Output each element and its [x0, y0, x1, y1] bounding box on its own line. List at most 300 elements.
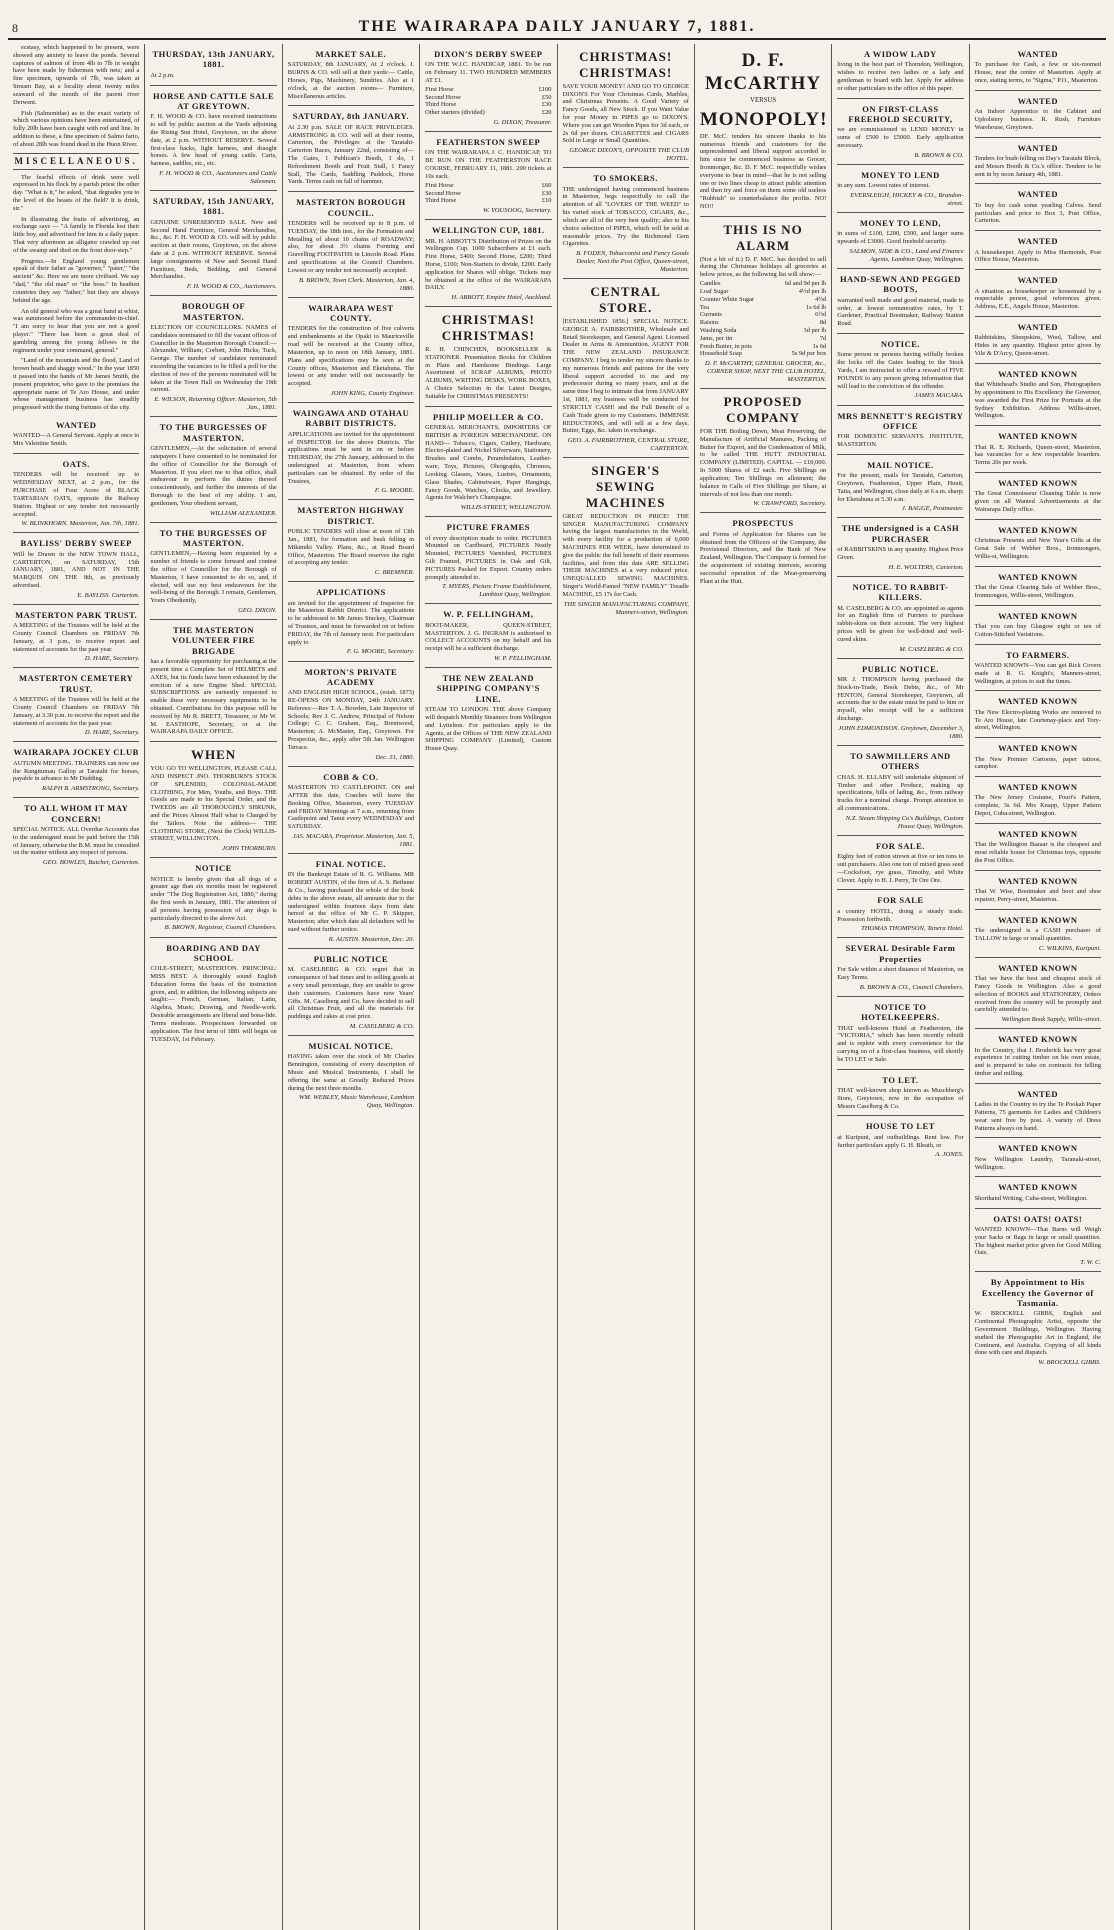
advertisement: [975, 1084, 1101, 1139]
ad-body: a country HOTEL, doing a steady trade. Possession forthwith.: [837, 907, 964, 923]
ad-title: MORTON'S PRIVATE ACADEMY: [304, 666, 398, 687]
advertisement: [975, 910, 1101, 958]
ad-body: in sums of £100, £200, £500, and larger sums upwards of £3000. Good freehold security.: [837, 230, 964, 246]
ad-signature: A. JONES.: [935, 1151, 964, 1159]
ad-title: DIXON'S DERBY SWEEP: [434, 49, 543, 59]
ad-title: SATURDAY, 15th JANUARY, 1881.: [153, 196, 275, 217]
ad-body: STEAM TO LONDON. THE above Company will despatch Monthly Steamers from Wellington and Lyttelton. For particulars apply to the Agents, at the Offices of THE NEW ZEALAND SHIPPING COMPANY (Limited), Custom House Quay.: [425, 706, 552, 753]
advertisement: [837, 1070, 963, 1117]
ad-title: WANTED: [1017, 236, 1058, 247]
advertisement: [837, 997, 963, 1070]
price-row: [425, 197, 551, 205]
ad-body: ON THE WAIRARAPA J. C. HANDICAP, TO BE RUN ON THE FEATHERSTON RACE COURSE, FEBRUARY 11, 1881. 200 tickets at 10s each.: [425, 149, 552, 180]
advertisement: [975, 1138, 1101, 1177]
ad-title: APPLICATIONS: [316, 587, 386, 598]
advertisement: [563, 279, 689, 458]
ad-body: of every description made to order. PICTURES Mounted on Cardboard, PICTURES Neatly Mounted, PICTURES Varnished, PICTURES Gilt Framed, PICTURES in Oak and Gilt, PICTURES Packed for Export. Country orders promptly attended to.: [425, 534, 552, 581]
price-item: First Horse: [425, 181, 454, 189]
ad-body: MR J. THOMPSON having purchased the Stock-in-Trade, Book Debts, &c., of Mr FENTON, General Storekeeper, Greytown, all accounts due to the estate must be paid to him or myself, who receipt will be a sufficient discharge.: [837, 676, 964, 723]
advertisement: [288, 582, 414, 661]
ad-title: THE MASTERTON VOLUNTEER FIRE BRIGADE: [172, 625, 256, 656]
ad-title: WANTED KNOWN: [998, 431, 1078, 442]
ad-body: and Forms of Application for Shares can be obtained from the Officers of the Company, the Provisional Directors, and the Bank of New Zealand, Wellington. The Company is formed for the acquirement of existing interests, securing successful operation of the Meat-preserving Plant at the Hutt.: [699, 530, 827, 585]
ad-body: M. CASELBERG & CO. regret that in consequence of bad times and to selling goods at a very small percentage, they are unable to grow their customers. Customers have now Years' Gifts. M. Caselberg and Co. have decided to sell all Christmas Fruit, and all the materials for puddings and cakes at cost price.: [287, 966, 415, 1021]
ad-title: MONEY TO LEND,: [859, 218, 942, 229]
ad-title: MRS BENNETT'S REGISTRY OFFICE: [837, 410, 964, 431]
ad-signature: W. BLINKHORN. Masterton, Jan. 7th, 1881.: [21, 520, 140, 528]
ad-body: In the Country, that J. Broderick has very great experience in cutting timber on his own estate, and is prepared to take on contracts for felling timber and milling.: [974, 1046, 1101, 1077]
ad-body: The Great Connoisseur Cleaning Table is now given on all Wanted Advertisements at the Wairarapa Daily office.: [974, 490, 1101, 513]
ad-title: WANTED: [56, 420, 97, 431]
ad-signature: N.Z. Steam Shipping Co's Buildings, Custom House Quay, Wellington.: [845, 814, 964, 830]
advertisement: [150, 296, 276, 417]
ad-body: Eighty feet of cotton strewn at five or ten tons to suit purchasers. Also one ton of mixed grass seed—Cocksfoot, rye grass, Timothy, and White Clover. Apply to H. J. Perry, Te Ore Ore.: [837, 853, 964, 884]
advertisement: [837, 44, 963, 99]
ad-body: YOU GO TO WELLINGTON, PLEASE CALL AND INSPECT JNO. THORBURN'S STOCK OF SPLENDID, COLONIAL-MADE CLOTHING, For Men, Youths, and Boys. THE Goods are made to his Special Order, and the TWEEDS are all THOROUGHLY SHRUNK, and the Prices Almost Half what is Charged by the Tailors. Note the address— THE CLOTHING STORE, (Next the Clock) WILLIS-STREET, WELLINGTON.: [150, 765, 277, 843]
advertisement: [150, 523, 276, 620]
ad-body: (Not a bit of it.) D. F. McC. has decided to sell during the Christmas holidays all groceries at below prices, as the following list will show:—: [699, 255, 827, 279]
ad-title: WANTED KNOWN: [998, 962, 1078, 973]
ad-signature: GEO. BOWLES, Butcher, Carterton.: [42, 859, 140, 867]
ad-signature: F. H. WOOD & CO., Auctioneers.: [186, 283, 277, 291]
ad-title: TO ALL WHOM IT MAY CONCERN!: [24, 803, 129, 824]
price-value: £50: [541, 93, 552, 101]
advertisement: [837, 269, 963, 334]
ad-body: [ESTABLISHED 1856.] SPECIAL NOTICE. GEORGE A. FAIRBROTHER, Wholesale and Retail Storekeeper, and General Agent. Licensed Dealer in Arms & Ammunition. AGENT FOR THE NEW ZEALAND INSURANCE COMPANY. I beg to tender my sincere thanks to my numerous friends and patrons for the very liberal support accorded to me and my predecessor during so many years, and at the same time I beg to intimate that from JANUARY 1st, 1881, my business will be conducted for STRICTLY CASH! and the Full Benefit of a Cash Trade given to my Customers. IMMENSE REDUCTIONS, and will sell at a few days. Butter, Eggs, &c. taken in exchange.: [562, 317, 689, 435]
ad-signature: B. BROWN, Registrar, Council Chambers.: [164, 924, 277, 932]
ad-title: MONEY TO LEND: [861, 169, 940, 180]
ad-title: WANTED KNOWN: [998, 1143, 1078, 1154]
ad-body: That the Great Clearing Sale of Webber Bros., Ironmongers, Willis-street, Wellington.: [974, 583, 1101, 599]
ad-body: The undersigned is a CASH purchaser of TALLOW in large or small quantities.: [974, 927, 1101, 942]
ad-body: THAT well-known Hotel at Featherston, the "VICTORIA," which has been recently rebuilt and is replete with every convenience for the carrying on of a first-class business, will shortly be TO LET or Sale.: [837, 1024, 964, 1063]
advertisement: [425, 604, 551, 668]
advertisement: [288, 192, 414, 297]
ad-body: A MEETING of the Trustees will be held at the County Council Chambers on FRIDAY 7th January, at 3 p.m., to receive report and statement of accounts for the past year.: [13, 622, 140, 653]
advertisement: [975, 645, 1101, 692]
price-item: Loaf Sugar: [699, 287, 729, 295]
advertisement: [13, 415, 139, 454]
ad-title: WAIRARAPA WEST COUNTY.: [308, 302, 394, 324]
price-row: [425, 190, 551, 198]
column-2: [145, 44, 282, 1930]
ad-title: BOARDING AND DAY SCHOOL: [166, 942, 261, 963]
advertisement: [837, 518, 963, 576]
ad-title: WANTED: [1017, 142, 1058, 153]
ad-signature: WILLIS-STREET, WELLINGTON.: [460, 504, 552, 512]
advertisement: [700, 513, 826, 590]
price-row: [700, 311, 826, 319]
price-row: [700, 288, 826, 296]
ad-signature: JAS. MACARA, Proprietor. Masterton, Jan. 5, 1881.: [292, 833, 415, 849]
ad-body: That W. Wise, Bootmaker and boot and shoe repairer, Perry-street, Masterton.: [974, 888, 1101, 903]
ad-body: AND ENGLISH HIGH SCHOOL, (estab. 1873) RE-OPENS ON MONDAY, 24th JANUARY. Referees:—Rev T. A. Bowden, Late Inspector of Schools; Rev J. C. Andrew, Principal of Nelson College; C. C. Graham, Esq., Brentwood, Masterton; A. McMaster, Esq., Greytown. For Prospectus, &c., apply after 5th Jan. Wellington Terrace.: [287, 689, 415, 751]
article-paragraph: Fish (Salmonidae) as to the exact variety of which various opinions have been entertained, of fully 20lb have been caught with rod and line. In addition to these, a fine specimen of Salmo fario, of about 28lb was found dead in the Huon River.: [13, 109, 140, 148]
advertisement: [288, 500, 414, 582]
advertisement: [288, 106, 414, 192]
ad-body: New Wellington Laundry, Taranaki-street, Wellington.: [974, 1155, 1101, 1171]
advertisements: [837, 44, 963, 1163]
article-paragraph: ecstasy, which happened to be present, were showed any anxiety to leave the ponds. Several captures of salmon of from 4lb to 7lb in weight have been made by fishermen with nets; and a fine specimen, upwards of 7lb, was taken at Stream Bay, at a locality about twenty miles seaward of the mouth of the parent river Derwent.: [13, 44, 140, 106]
advertisement: [975, 606, 1101, 645]
price-item: Fresh Butter, in pots: [699, 342, 752, 350]
ad-signature: JAMES MACARA.: [914, 392, 964, 400]
ad-body: WANTED—A General Servant. Apply at once to Mrs Valentine Smith.: [13, 432, 140, 448]
ad-body: APPLICATIONS are invited for the appointment of INSPECTOR for the above Districts. The applications must be sent in on or before THURSDAY, the 27th January, addressed to the undersigned at Masterton, from whom particulars can be obtained. By order of the Trustees,: [287, 430, 415, 485]
ad-title: MASTERTON PARK TRUST.: [15, 609, 138, 620]
ad-title: WANTED KNOWN: [998, 610, 1078, 621]
advertisement: [975, 91, 1101, 138]
price-item: Washing Soda: [699, 326, 737, 334]
advertisement: [150, 858, 276, 937]
advertisement: [975, 1029, 1101, 1084]
ad-signature: GEO. A. FAIRBROTHER, CENTRAL STORE, CARTERTON.: [567, 437, 689, 453]
ad-body: TENDERS will be received up to WEDNESDAY NEXT, at 2 p.m., for the PURCHASE of Four Acres of BLACK TARTARIAN OATS, opposite the Railway Station. Highest or any tender not necessarily accepted.: [13, 471, 140, 518]
price-value: 4½d per lb: [798, 287, 827, 295]
ad-title: TO LET.: [882, 1074, 919, 1085]
ad-signature: W. BROCKELL GIBBS.: [1038, 1359, 1101, 1367]
ad-signature: F. G. MOORE.: [374, 487, 415, 495]
ad-title: FEATHERSTON SWEEP: [436, 137, 541, 148]
ad-signature: F. G. MOORE, Secretary.: [346, 648, 415, 656]
ad-body: AUTUMN MEETING. TRAINERS can now use the Rangitumau Gallop at Taratahi for horses, payable in advance to Mr Dudding.: [13, 759, 140, 783]
ad-signature: J. BAGGE, Postmaster.: [901, 505, 964, 513]
ad-signature: D. F. McCARTHY, GENERAL GROCER, &c., CORNER SHOP, NEXT THE CLUB HOTEL, MASTERTON.: [704, 360, 827, 384]
advertisement: [425, 44, 551, 132]
ad-body: Shorthand Writing, Cuba-street, Wellington.: [974, 1194, 1088, 1202]
ad-body: FOR THE Boiling Down, Meat Preserving, the Manufacture of Artificial Manures, Packing of Butter for Export, and the Condensation of Milk, to be called THE HUTT INDUSTRIAL COMPANY (LIMITED). CAPITAL — £10,000. In 5000 Shares of £2 each. Five Shillings on application; Ten Shillings on allotment; the balance in Calls of Five Shillings per Share, at intervals of not less than one month.: [699, 428, 827, 498]
ad-title: THIS IS NO ALARM: [723, 221, 803, 253]
column-8: [970, 44, 1106, 1930]
advertisement: [288, 662, 414, 767]
ad-body: ON THE W.J.C. HANDICAP, 1881. To be run on February 11. TWO HUNDRED MEMBERS AT £1.: [425, 61, 552, 84]
advertisement: [288, 1036, 414, 1114]
ad-title: WANTED KNOWN: [998, 875, 1078, 886]
price-value: 7d: [819, 334, 827, 342]
price-item: Counter White Sugar: [699, 295, 755, 303]
ad-body: The New Jersey Costume, Pouri's Pattern, complete, 3s 6d. Mrs Knapp, Upper Pattern Depot, Cuba-street, Wellington.: [974, 794, 1101, 818]
price-value: 3d per lb: [803, 326, 827, 334]
ad-title: THE NEW ZEALAND SHIPPING COMPANY'S LINE.: [436, 673, 540, 704]
ad-signature: D. HARE, Secretary.: [84, 729, 140, 737]
ad-body: THAT well-known shop known as Muschberg's Store, Greytown, now in the occupation of Messrs Caselberg & Co.: [837, 1086, 964, 1110]
price-value: 5s 9d per box: [791, 350, 827, 358]
ad-signature: EVERSLEIGH, HICKEY & CO., Brandon-street.: [850, 191, 964, 207]
advertisement: [150, 417, 276, 522]
ad-title: WANTED KNOWN: [998, 368, 1078, 379]
advertisement: [700, 389, 826, 513]
ad-body: The New Electro-plating Works are removed to Te Aro House, late Courtenay-place and Tory-street, Wellington.: [974, 708, 1101, 732]
ad-body: MR. H. ABBOTT'S Distribution of Prizes on the Wellington Cup. 1000 Subscribers at £1 each. First Horse, £400; Second Horse, £200; Third Horse, £100; Non-Starters to divide, £200. Early application for Shares will oblige. Tickets may be obtained at the office of the WAIRARAPA DAILY.: [425, 237, 552, 292]
advertisement: [975, 738, 1101, 777]
ad-title: NOTICE.: [880, 339, 921, 350]
ad-body: SATURDAY, 8th JANUARY, At 2 o'clock. J. BURNS & CO. will sell at their yards:— Cattle, Horses, Pigs, Machinery, Sundries. Also at 1 o'clock, at the auction rooms— Furniture, Miscellaneous articles.: [287, 61, 415, 100]
ad-body: has a favorable opportunity for purchasing at the present time a Complete Set of HELMETS and AXES, but its funds have been exhausted by the erection of a new Engine Shed. SPECIAL SUBSCRIPTIONS are earnestly requested to enable these very necessary equipments to be obtained. Contributions for this purpose will be received by Mr R. BRETT, Treasurer, or Mr W. M. EASTHOPE, Secretary, or at the WAIRARAPA DAILY OFFICE.: [150, 658, 277, 736]
price-item: Household Soap: [699, 350, 742, 358]
ad-signature: WILLIAM ALEXANDER.: [209, 509, 277, 517]
ad-body: THE undersigned having commenced business in Masterton, begs respectfully to call the attention of all "LOVERS OF THE WEED" to his varied stock of TOBACCO, CIGARS, &c., which are all of the very best quality; also to his choice selection of PIPES, which will be sold at reasonable prices. Try the Richmond Gem Cigarettes.: [562, 185, 689, 248]
ad-title: CHRISTMAS! CHRISTMAS!: [579, 49, 673, 80]
ad-subtitle: VERSUS: [750, 97, 777, 105]
advertisement: [425, 407, 551, 518]
ad-title: D. F. McCARTHY: [705, 50, 822, 95]
price-value: 6d and 9d per lb: [784, 280, 827, 288]
price-item: Second Horse: [425, 93, 461, 101]
advertisement: [425, 668, 551, 758]
ad-title: MASTERTON HIGHWAY DISTRICT.: [297, 505, 405, 526]
ad-title: WANTED KNOWN: [998, 477, 1078, 488]
ad-body: FOR DOMESTIC SERVANTS. INSTITUTE, MASTERTON.: [837, 433, 964, 449]
price-row: [700, 280, 826, 288]
ad-body: in any sum. Lowest rates of interest.: [837, 182, 930, 190]
ad-body: Ladies in the Country to try the Te Pookah Paper Patterns, 75 garments for Ladies and Children's wear sent free by post. A variety of Dress Patterns always on hand.: [974, 1101, 1101, 1132]
ad-title: FINAL NOTICE.: [315, 859, 387, 870]
ad-body: GREAT REDUCTION IN PRICE! THE SINGER MANUFACTURING COMPANY having the largest manufactories in the World, with every facility for a production of 6,000 MACHINES PER WEEK, have determined to give the public the full benefit of their enormous facilities, and from this date ARE SELLING THEIR MACHINES at a very reduced price. UNEQUALLED SEWING MACHINES. Singer's World-Famed "NEW FAMILY" Treadle MACHINE, £5 17s for Cash.: [562, 512, 689, 598]
ad-title: TO SAWMILLERS AND OTHERS: [850, 750, 951, 772]
article-paragraph: An old general who was a great hand at whist, was summoned before the commander-in-chief. "I am sorry to hear that you are not a good player." "There has been a great deal of gambling among the young fellows in the regiment under your command, general.": [13, 307, 140, 354]
advertisement: [700, 44, 826, 217]
advertisement: [975, 231, 1101, 270]
price-value: £100: [538, 85, 552, 93]
ad-signature: F. H. WOOD & CO., Auctioneers and Cattle Salesmen.: [159, 169, 277, 185]
ad-body: To buy for cash some yearling Calves. Send particulars and price to Box 3, Post Office, Carterton.: [974, 201, 1101, 225]
advertisement: [150, 86, 276, 191]
ad-title: WANTED: [1017, 189, 1058, 200]
ad-signature: W. CRAWFORD, Secretary.: [753, 500, 827, 508]
ad-title: WANTED KNOWN: [998, 743, 1078, 754]
ad-title: NOTICE TO HOTELKEEPERS.: [861, 1001, 940, 1023]
ad-signature: M. CASELBERG & CO.: [899, 645, 964, 653]
ad-signature: JOHN KING, County Engineer.: [330, 389, 415, 397]
ad-body: COLE-STREET, MASTERTON. PRINCIPAL: MISS BEST. A thoroughly sound English Education forms the basis of the instruction given, and, in addition, the following subjects are taught:— French, German, Italian, Latin, Algebra, Music, Drawing, and Needle-work. Desirable arrangements are liberal and bona-fide. Terms moderate. Prospectuses forwarded on application. The first term of 1881 will begin on TUESDAY, 1st February.: [150, 965, 277, 1043]
ad-body: SPECIAL NOTICE. ALL Overdue Accounts due to the undersigned must be paid before the 15th of January, otherwise the B.M. must be consulted on the matter without any respect of persons.: [13, 825, 140, 857]
ad-title: W. P. FELLINGHAM,: [443, 609, 534, 620]
ad-body: GENERAL MERCHANTS, IMPORTERS OF BRITISH & FOREIGN MERCHANDISE. ON HAND— Tobacco, Cigars, Cutlery, Hardware, Electro-plated and Nickel Silverware, Stationery, Brushes and Combs, Perambulators, Leather-ware, Toys, Pictures, Oleographs, Chromos, Looking Glasses, Vases, Lustres, Ornaments, Glass Shades, Cabinetware, Paper Hangings, Fancy Goods, Watches, Clocks, and Jewellery. Agents for Walcher's Champagne.: [425, 424, 552, 502]
ad-title: BAYLISS' DERBY SWEEP: [20, 538, 132, 549]
advertisements: [425, 44, 551, 758]
column-6: [695, 44, 832, 1930]
ad-body: living in the best part of Thorndon, Wellington, wishes to receive two ladies or a lady and gentleman to board with her. Apply for address or other particulars to the office of this paper.: [837, 61, 964, 92]
ad-body: are invited for the appointment of Inspector for the Masterton Rabbit District. The applications to be addressed to Mr James Stuckey, Chairman of Trustees, and must be forwarded on or before FRIDAY, the 7th of January next. For particulars apply to: [287, 599, 415, 646]
price-value: £10: [541, 197, 552, 205]
price-value: 4½d: [815, 295, 827, 303]
ad-signature: H. ABBOTT, Empire Hotel, Auckland.: [451, 294, 552, 302]
advertisement: [288, 44, 414, 106]
ad-body: W. BROCKELL GIBBS, English and Continental Photographic Artist, opposite the Government Buildings, Wellington. Having studied the Photographic Art in England, the Continent, and Australia. Copying of all kinds done with care and dispatch.: [974, 1310, 1101, 1357]
advertisement: [837, 406, 963, 455]
ad-signature: Wellington Book Supply, Willis-street.: [1001, 1016, 1101, 1024]
ad-signature: B. BROWN, Town Clerk. Masterton, Jan. 4, 1880.: [298, 276, 415, 292]
newspaper-title: THE WAIRARAPA DAILY JANUARY 7, 1881.: [358, 18, 756, 35]
advertisements: [975, 44, 1101, 1371]
advertisement: [837, 659, 963, 746]
page-number: 8: [12, 21, 18, 35]
ad-signature: C. WILKINS, Kuripuni.: [1038, 944, 1101, 952]
ad-body: ELECTION OF COUNCILLORS. NAMES of candidates nominated to fill the vacant offices of Councillor in the Masterton Borough Council:— Alexander, William; Corbett, John Hicks; Tuck, George. The number of candidates nominated exceeding the vacancies to be filled a poll for the election of two of the persons nominated will be taken at the Town Hall on Wednesday the 19th current.: [150, 323, 277, 394]
ad-body: At 2 p.m.: [150, 71, 175, 79]
ad-body: WANTED KNOWN—You can get Rick Covers made at R. G. Knight's, Manners-street, Wellington, at prices to suit the times.: [974, 661, 1101, 685]
ad-body: GENUINE UNRESERVED SALE. New and Second Hand Furniture, General Merchandise, &c., &c. F. H. WOOD & CO. will sell by public auction at their rooms, Greytown, on the above date at 2 p.m. WITHOUT RESERVE. Several large consignments of New and Second Hand Furniture, Beds, Bedding, and General Merchandise.: [150, 218, 277, 281]
advertisement: [975, 317, 1101, 364]
ad-title: MAIL NOTICE.: [867, 459, 934, 470]
advertisement: [13, 742, 139, 798]
ad-title: THURSDAY, 13th JANUARY, 1881.: [152, 49, 275, 70]
ad-title: MASTERTON BOROUGH COUNCIL.: [296, 197, 406, 218]
advertisement: [425, 517, 551, 604]
ad-title: OATS.: [62, 459, 90, 470]
advertisements: [13, 415, 139, 871]
advertisements: [150, 44, 276, 1048]
ad-body: That you can buy Glasgow eight or ten of Cotton-Stitched Variations.: [974, 622, 1101, 638]
ad-title: MUSICAL NOTICE.: [308, 1041, 394, 1052]
ad-title: THE undersigned is a CASH PURCHASER: [841, 523, 960, 544]
advertisement: [975, 691, 1101, 738]
ad-title: CHRISTMAS! CHRISTMAS!: [441, 312, 535, 344]
advertisement: [975, 777, 1101, 824]
article-intro: [13, 44, 139, 149]
ad-title: SINGER'S SEWING MACHINES: [585, 463, 666, 510]
advertisement: [425, 307, 551, 406]
ad-body: A MEETING of the Trustees will be held at the County Council Chambers on FRIDAY 7th January, at 3.30 p.m. to receive the report and the statement of accounts for the past year.: [13, 696, 140, 727]
advertisement: [975, 871, 1101, 910]
advertisements: [288, 44, 414, 1115]
ad-title: HOUSE TO LET: [865, 1121, 935, 1132]
advertisement: [837, 577, 963, 659]
ad-signature: RALPH B. ARMSTRONG, Secretary.: [41, 785, 140, 793]
price-value: 1s 6d: [812, 342, 827, 350]
ad-title: PUBLIC NOTICE: [313, 953, 389, 964]
ad-title: TO FARMERS.: [1006, 649, 1070, 660]
ad-signature: R. AUSTIN. Masterton, Dec. 20.: [328, 935, 415, 943]
ad-signature: THOMAS THOMPSON, Tanera Hotel.: [861, 925, 964, 933]
ad-body: F. H. WOOD & CO. have received instructions to sell by public auction at the Yards adjoining the Rising Sun Hotel, Greytown, on the above date, at 2 p.m. WITHOUT RESERVE. Several first-class hacks, light harness, and draught horses. A few head of young cattle. Carts, harness, saddles, etc., etc.: [150, 113, 277, 168]
ad-title: WANTED: [1017, 95, 1058, 106]
ad-title: WAIRARAPA JOCKEY CLUB: [13, 747, 139, 758]
ad-body: An Indoor Apprentice to the Cabinet and Upholstery business. R. Rush, Furniture Warehouse, Greytown.: [974, 108, 1101, 131]
price-row: [700, 350, 826, 358]
price-value: 6½d: [815, 311, 827, 319]
ad-title-secondary: MONOPOLY!: [699, 108, 828, 130]
price-row: [425, 94, 551, 102]
ad-title: WANTED KNOWN: [998, 571, 1078, 582]
ad-title: WANTED KNOWN: [998, 524, 1078, 535]
advertisement: [837, 890, 963, 938]
ad-title: SATURDAY, 8th JANUARY.: [292, 111, 410, 122]
price-row: [700, 335, 826, 343]
ad-title: By Appointment to His Excellency the Governor of Tasmania.: [981, 1277, 1094, 1308]
ad-title: WANTED KNOWN: [998, 914, 1078, 925]
ad-signature: E. WILSON, Returning Officer. Masterton, 5th Jan., 1881.: [154, 396, 277, 412]
price-value: £20: [541, 109, 552, 117]
ad-body: of RABBITSKINS in any quantity. Highest Price Given.: [837, 546, 964, 562]
advertisement: [975, 426, 1101, 473]
column-5: [558, 44, 695, 1930]
ad-title: WANTED: [1017, 275, 1058, 286]
ad-signature: W. YOUSOOG, Secretary.: [482, 207, 552, 215]
price-row: [425, 101, 551, 109]
ad-title: A WIDOW LADY: [864, 49, 937, 59]
advertisement: [975, 567, 1101, 606]
ad-title: FOR SALE.: [875, 840, 925, 851]
ad-title: COBB & CO.: [323, 771, 379, 782]
ad-signature: T. W. C.: [1080, 1259, 1101, 1267]
ad-body: Some person or persons having wilfully broken the locks off the Gates leading to the Stock Yards, I am instructed to offer a reward of FIVE POUNDS to any person giving information that will lead to the conviction of the offender.: [837, 351, 964, 390]
ad-signature: GEORGE DIXON'S, OPPOSITE THE CLUB HOTEL.: [569, 147, 689, 163]
price-item: Tea: [699, 303, 710, 311]
column-4: [420, 44, 557, 1930]
advertisement: [837, 165, 963, 213]
ad-title: MARKET SALE.: [315, 49, 387, 59]
advertisement: [288, 854, 414, 949]
advertisement: [837, 213, 963, 269]
ad-title: WANTED KNOWN: [998, 1182, 1078, 1193]
column-7: [832, 44, 969, 1930]
article-paragraph: Progress.—In England young gentlemen speak of their father as "governor," "pater," "the ancient" &c. Here we are more civilised. We say "dad," "the old man" or "the boss." In heathen countries they say "father," but they are always behind the age.: [13, 257, 140, 304]
price-item: Candles: [699, 280, 721, 288]
advertisement: [975, 184, 1101, 231]
ad-title: TO THE BURGESSES OF MASTERTON.: [159, 527, 268, 548]
ad-body: At 2.30 p.m. SALE OF RACE PRIVILEGES. ARMSTRONG & CO. will sell at their rooms, Carterton, the Privileges at the Taratahi-Carterton Races, January 22nd, consisting of— The Gates, 1 Publican's Booth, 1 do, 1 Refreshment Booth and Fruit Stall, 1 Fancy Stall, The Cards, Saddling Paddock, Horse Yards. Terms cash on fall of hammer.: [287, 123, 415, 186]
ad-body: warranted well made and good material, made to order, at lowest remunerative rates, by T. Gardener, Practical Bootmaker, Railway Station Road.: [837, 296, 964, 328]
advertisements: [563, 44, 689, 621]
ad-signature: SALMON, SIDE & CO., Land and Finance Agents, Lambton Quay, Wellington.: [849, 248, 964, 264]
price-value: £30: [541, 189, 552, 197]
ad-title: NOTICE: [195, 863, 232, 874]
advertisement: [975, 824, 1101, 871]
advertisement: [563, 44, 689, 168]
ad-body: The New Premier Cartoons, paper tattoos, camphor.: [974, 755, 1101, 771]
ad-signature: THE SINGER MANUFACTURING COMPANY, Manners-street, Wellington.: [563, 600, 689, 616]
ad-body: For the present, mails for Taratahi, Carterton, Greytown, Featherston, Upper Plain, Huutt, Taita, and Wellington, close daily at 6 a.m. sharp; for Eketahuna at 5.30 a.m.: [837, 472, 964, 503]
price-item: Third Horse: [425, 197, 457, 205]
price-row: [700, 343, 826, 351]
price-value: 1s 6d lb: [806, 303, 827, 311]
section-heading-miscellaneous: MISCELLANEOUS.: [13, 153, 139, 170]
advertisement: [837, 836, 963, 891]
ad-title: WANTED KNOWN: [998, 696, 1078, 707]
ad-title: WAINGAWA AND OTAHAU RABBIT DISTRICTS.: [292, 408, 410, 429]
article-paragraph: The fearful effects of drink were well expressed in his flock by a parish priest the other day. "What is it," he asked, "that degrades you to the level of the beasts of the field? It is drink, sir.": [13, 173, 140, 212]
advertisement: [700, 217, 826, 389]
ad-title: CENTRAL STORE.: [590, 284, 661, 316]
ad-title: HORSE AND CATTLE SALE AT GREYTOWN.: [153, 90, 275, 111]
advertisement: [837, 99, 963, 165]
ad-signature: GEO. DIXON.: [238, 607, 277, 614]
ad-body: HAVING taken over the stock of Mr Charles Bennington, consisting of every description of Music and Musical Instruments, I shall be offering the same at Greatly Reduced Prices during the next three months.: [287, 1053, 415, 1092]
advertisement: [975, 473, 1101, 520]
ad-body: CHAS. H. ELLABY will undertake shipment of Timber and other Produce, making up specifications, bills of lading, &c., from railway trucks for a nominal charge. Prompt attention to all communications.: [837, 773, 964, 812]
price-row: [700, 327, 826, 335]
ad-body: M. CASELBERG & CO. are appointed as agents for an English firm of Furriers to purchase rabbit-skins on their account. The very highest prices will be given for well-dried and well-cured skins.: [837, 604, 964, 643]
ad-body: we are commissioned to LEND MONEY in sums of £500 to £5000. Early application necessary.: [837, 126, 964, 149]
ad-title: WANTED KNOWN: [998, 782, 1078, 793]
advertisement: [975, 520, 1101, 567]
price-item: Second Horse: [425, 189, 461, 197]
ad-title: WELLINGTON CUP, 1881.: [432, 225, 545, 236]
ad-signature: JOHN EDMONDSON. Greytown, December 3, 1880.: [838, 724, 964, 740]
advertisement: [837, 1116, 963, 1163]
ad-signature: T. MYERS, Picture Frame Establishment, Lambton Quay, Wellington.: [442, 583, 552, 599]
price-item: Jams, per tin: [699, 334, 733, 342]
ad-body: WANTED KNOWN—That Barns will Weigh your Sacks or Bags in large or small quantities. The highest market price given for Good Milling Oats.: [974, 1225, 1101, 1257]
ad-title: FOR SALE: [877, 895, 924, 906]
advertisement: [13, 668, 139, 742]
advertisement: [13, 798, 139, 871]
article-paragraph: In illustrating the fruits of advertising, an exchange says — "A family in Florida lost their little boy, and advertised for him in a daily paper. That very afternoon an alligator crawled up out of the swamp and died on the front door-step.": [13, 215, 140, 254]
masthead: [8, 6, 1106, 40]
ad-body: A situation as housekeeper or housemaid by a respectable person, good references given. Address, E.E., Angels House, Masterton.: [974, 287, 1101, 311]
advertisement: [13, 454, 139, 533]
